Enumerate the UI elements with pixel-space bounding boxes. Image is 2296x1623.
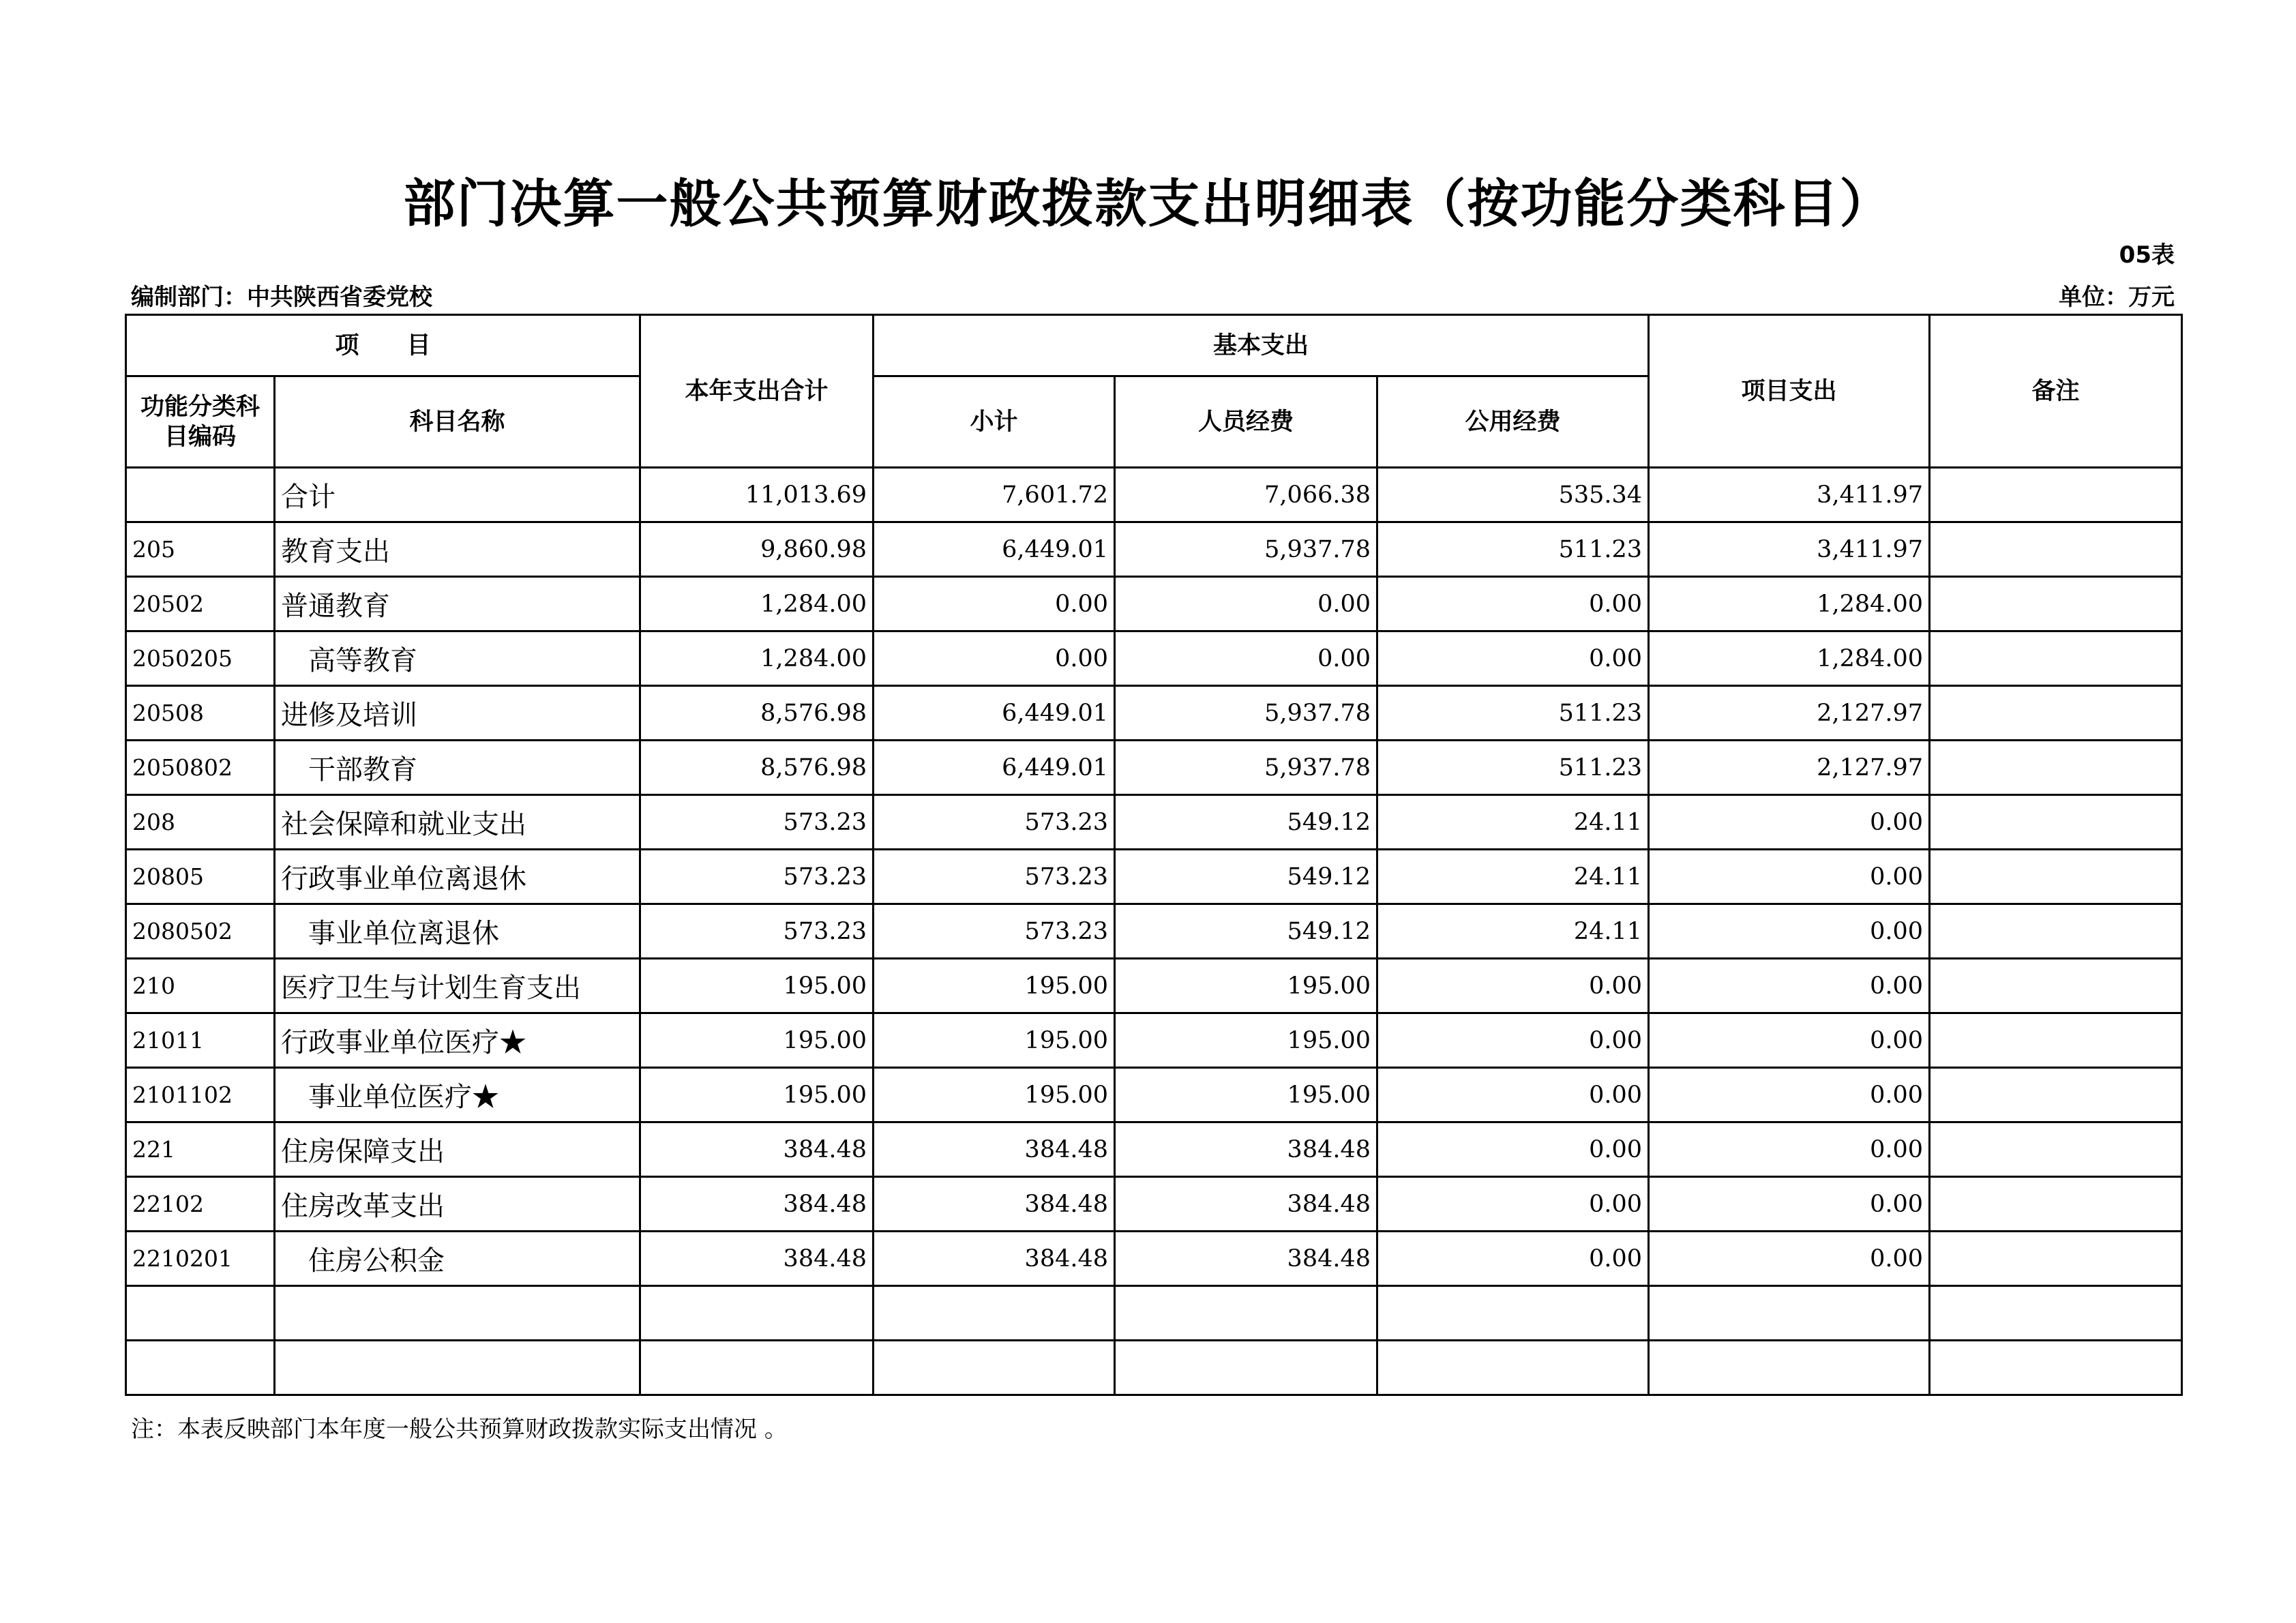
header-item: 项 目 [126,315,640,376]
table-row [126,850,2182,904]
cell-personnel: 5,937.78 [1115,522,1377,577]
cell-code [126,1286,275,1341]
cell-remark [1930,1286,2182,1341]
cell-subtotal: 195.00 [874,1013,1115,1068]
table-row [126,1341,2182,1395]
cell-public: 0.00 [1377,577,1649,631]
cell-name [275,1286,640,1341]
cell-remark [1930,686,2182,741]
cell-code: 22102 [126,1177,275,1232]
cell-project: 0.00 [1649,795,1930,850]
cell-public [1377,1286,1649,1341]
cell-total: 9,860.98 [640,522,874,577]
cell-total: 1,284.00 [640,631,874,686]
cell-total: 573.23 [640,850,874,904]
cell-public: 0.00 [1377,1068,1649,1122]
cell-code: 205 [126,522,275,577]
header-public: 公用经费 [1377,376,1649,468]
cell-code: 221 [126,1122,275,1177]
cell-public: 0.00 [1377,1177,1649,1232]
cell-code: 21011 [126,1013,275,1068]
header-name: 科目名称 [275,376,640,468]
table-row [126,795,2182,850]
cell-remark [1930,631,2182,686]
cell-total: 8,576.98 [640,741,874,795]
cell-name: 进修及培训 [275,686,640,741]
cell-personnel: 384.48 [1115,1122,1377,1177]
cell-personnel: 549.12 [1115,795,1377,850]
cell-total: 195.00 [640,1013,874,1068]
cell-project: 0.00 [1649,959,1930,1013]
cell-subtotal: 6,449.01 [874,741,1115,795]
cell-remark [1930,959,2182,1013]
cell-name: 事业单位离退休 [275,904,640,959]
cell-name [275,1341,640,1395]
table-row [126,741,2182,795]
table-row [126,1013,2182,1068]
cell-personnel: 195.00 [1115,1013,1377,1068]
cell-total [640,1286,874,1341]
cell-project [1649,1341,1930,1395]
cell-public [1377,1341,1649,1395]
cell-code: 20508 [126,686,275,741]
cell-code: 20502 [126,577,275,631]
cell-remark [1930,468,2182,522]
cell-code: 208 [126,795,275,850]
cell-total: 573.23 [640,795,874,850]
cell-public: 24.11 [1377,904,1649,959]
footnote: 注：本表反映部门本年度一般公共预算财政拨款实际支出情况 。 [131,1416,788,1443]
cell-subtotal [874,1341,1115,1395]
table-row [126,468,2182,522]
cell-project: 0.00 [1649,1013,1930,1068]
cell-subtotal: 7,601.72 [874,468,1115,522]
cell-personnel: 384.48 [1115,1177,1377,1232]
cell-code: 2080502 [126,904,275,959]
cell-remark [1930,1068,2182,1122]
cell-code: 2210201 [126,1232,275,1286]
cell-subtotal: 0.00 [874,577,1115,631]
cell-remark [1930,1177,2182,1232]
cell-personnel: 549.12 [1115,850,1377,904]
cell-name: 社会保障和就业支出 [275,795,640,850]
cell-subtotal: 573.23 [874,795,1115,850]
header-basic: 基本支出 [874,315,1649,376]
cell-name: 医疗卫生与计划生育支出 [275,959,640,1013]
cell-name: 干部教育 [275,741,640,795]
cell-remark [1930,904,2182,959]
cell-name: 教育支出 [275,522,640,577]
cell-total [640,1341,874,1395]
cell-code: 2050802 [126,741,275,795]
cell-name: 普通教育 [275,577,640,631]
table-row [126,1177,2182,1232]
cell-project: 0.00 [1649,850,1930,904]
table-row [126,959,2182,1013]
unit-label: 单位：万元 [2059,284,2175,311]
table-row [126,1232,2182,1286]
table-row [126,522,2182,577]
header-personnel: 人员经费 [1115,376,1377,468]
cell-subtotal: 384.48 [874,1177,1115,1232]
cell-project: 0.00 [1649,1068,1930,1122]
cell-remark [1930,522,2182,577]
cell-total: 384.48 [640,1232,874,1286]
table-row [126,1286,2182,1341]
cell-project: 3,411.97 [1649,522,1930,577]
cell-personnel: 384.48 [1115,1232,1377,1286]
cell-public: 0.00 [1377,1122,1649,1177]
cell-name: 行政事业单位医疗★ [275,1013,640,1068]
cell-project: 2,127.97 [1649,686,1930,741]
cell-code: 210 [126,959,275,1013]
cell-public: 511.23 [1377,522,1649,577]
cell-name: 住房保障支出 [275,1122,640,1177]
cell-personnel: 5,937.78 [1115,741,1377,795]
header-total: 本年支出合计 [640,315,874,468]
header-remark: 备注 [1930,315,2182,468]
cell-project: 1,284.00 [1649,577,1930,631]
cell-subtotal: 195.00 [874,1068,1115,1122]
cell-personnel [1115,1286,1377,1341]
cell-total: 8,576.98 [640,686,874,741]
cell-project: 0.00 [1649,904,1930,959]
cell-total: 195.00 [640,1068,874,1122]
cell-personnel: 549.12 [1115,904,1377,959]
table-row [126,577,2182,631]
cell-public: 24.11 [1377,795,1649,850]
cell-personnel: 7,066.38 [1115,468,1377,522]
cell-subtotal [874,1286,1115,1341]
cell-name: 行政事业单位离退休 [275,850,640,904]
cell-project: 0.00 [1649,1232,1930,1286]
cell-name: 高等教育 [275,631,640,686]
cell-remark [1930,850,2182,904]
cell-personnel: 195.00 [1115,1068,1377,1122]
cell-total: 1,284.00 [640,577,874,631]
cell-remark [1930,795,2182,850]
department-label: 编制部门：中共陕西省委党校 [131,284,432,311]
cell-remark [1930,1122,2182,1177]
cell-subtotal: 6,449.01 [874,686,1115,741]
cell-public: 0.00 [1377,631,1649,686]
cell-subtotal: 384.48 [874,1122,1115,1177]
cell-code: 20805 [126,850,275,904]
cell-public: 0.00 [1377,1013,1649,1068]
cell-total: 384.48 [640,1177,874,1232]
cell-project: 1,284.00 [1649,631,1930,686]
cell-remark [1930,1232,2182,1286]
cell-name: 事业单位医疗★ [275,1068,640,1122]
cell-public: 24.11 [1377,850,1649,904]
cell-name: 住房公积金 [275,1232,640,1286]
table-body [126,468,2182,1395]
page-title: 部门决算一般公共预算财政拨款支出明细表（按功能分类科目） [403,173,1893,234]
cell-public: 535.34 [1377,468,1649,522]
table-row [126,904,2182,959]
cell-remark [1930,741,2182,795]
cell-total: 195.00 [640,959,874,1013]
header-project: 项目支出 [1649,315,1930,468]
cell-public: 511.23 [1377,686,1649,741]
cell-remark [1930,577,2182,631]
cell-code: 2050205 [126,631,275,686]
cell-personnel: 0.00 [1115,631,1377,686]
cell-remark [1930,1013,2182,1068]
cell-code [126,468,275,522]
header-subtotal: 小计 [874,376,1115,468]
table-row [126,1068,2182,1122]
table-number: 05表 [2119,241,2175,269]
cell-remark [1930,1341,2182,1395]
cell-subtotal: 0.00 [874,631,1115,686]
cell-project: 2,127.97 [1649,741,1930,795]
cell-subtotal: 573.23 [874,904,1115,959]
cell-name: 住房改革支出 [275,1177,640,1232]
cell-code [126,1341,275,1395]
table-row [126,686,2182,741]
cell-personnel: 0.00 [1115,577,1377,631]
cell-personnel [1115,1341,1377,1395]
cell-personnel: 5,937.78 [1115,686,1377,741]
cell-total: 573.23 [640,904,874,959]
cell-project [1649,1286,1930,1341]
cell-subtotal: 195.00 [874,959,1115,1013]
cell-total: 11,013.69 [640,468,874,522]
cell-total: 384.48 [640,1122,874,1177]
cell-public: 0.00 [1377,1232,1649,1286]
cell-name: 合计 [275,468,640,522]
header-code: 功能分类科目编码 [126,376,275,468]
table-row [126,631,2182,686]
table-row [126,1122,2182,1177]
cell-project: 3,411.97 [1649,468,1930,522]
cell-subtotal: 573.23 [874,850,1115,904]
cell-public: 511.23 [1377,741,1649,795]
cell-code: 2101102 [126,1068,275,1122]
cell-project: 0.00 [1649,1122,1930,1177]
cell-project: 0.00 [1649,1177,1930,1232]
cell-personnel: 195.00 [1115,959,1377,1013]
expenditure-table [125,314,2183,1396]
cell-public: 0.00 [1377,959,1649,1013]
cell-subtotal: 384.48 [874,1232,1115,1286]
cell-subtotal: 6,449.01 [874,522,1115,577]
